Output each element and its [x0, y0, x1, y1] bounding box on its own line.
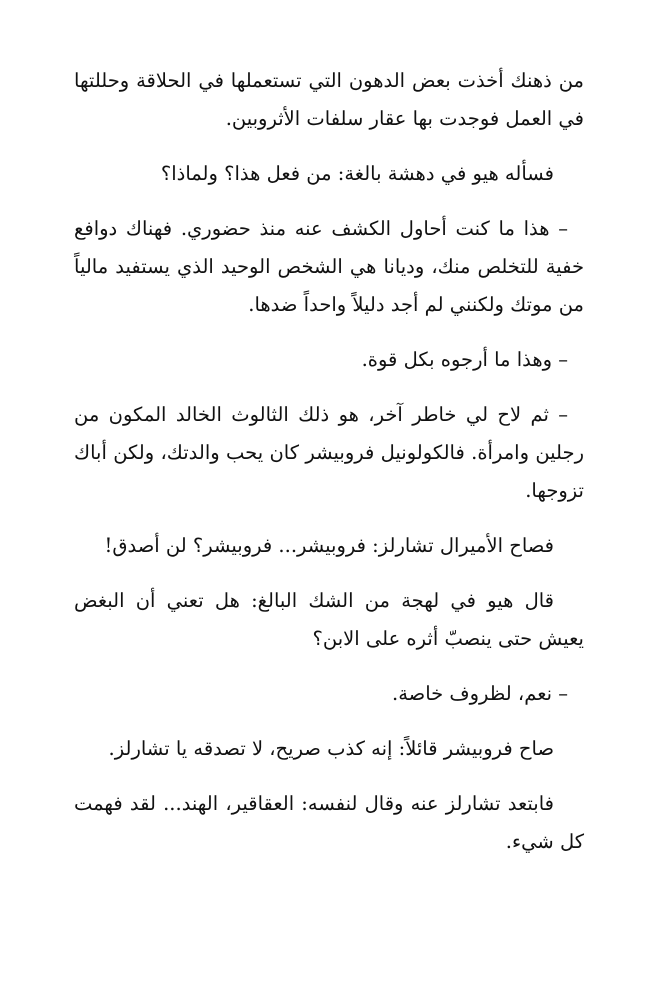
paragraph-1: من ذهنك أخذت بعض الدهون التي تستعملها في الحلاقة وحللتها في العمل فوجدت بها عقار سلفات الأثروبين. [74, 69, 584, 130]
paragraph-10: فابتعد تشارلز عنه وقال لنفسه: العقاقير، الهند... لقد فهمت كل شيء. [74, 792, 584, 853]
paragraph-4: – وهذا ما أرجوه بكل قوة. [361, 348, 568, 371]
paragraph-2: فسأله هيو في دهشة بالغة: من فعل هذا؟ ولماذا؟ [160, 162, 554, 185]
paragraph-5: – ثم لاح لي خاطر آخر، هو ذلك الثالوث الخالد المكون من رجلين وامرأة. فالكولونيل فروبيشر كان يحب والدتك، ولكن أباك تزوجها. [74, 403, 584, 502]
paragraph-3: – هذا ما كنت أحاول الكشف عنه منذ حضوري. فهناك دوافع خفية للتخلص منك، وديانا هي الشخص الوحيد الذي يستفيد مالياً من موتك ولكنني لم أجد دليلاً واحداً ضدها. [74, 217, 584, 316]
book-page-text [74, 62, 584, 878]
paragraph-7: قال هيو في لهجة من الشك البالغ: هل تعني أن البغض يعيش حتى ينصبّ أثره على الابن؟ [74, 589, 584, 650]
paragraph-8: – نعم، لظروف خاصة. [392, 682, 568, 705]
paragraph-9: صاح فروبيشر قائلاً: إنه كذب صريح، لا تصدقه يا تشارلز. [108, 737, 554, 760]
paragraph-6: فصاح الأميرال تشارلز: فروبيشر... فروبيشر؟ لن أصدق! [104, 534, 554, 557]
